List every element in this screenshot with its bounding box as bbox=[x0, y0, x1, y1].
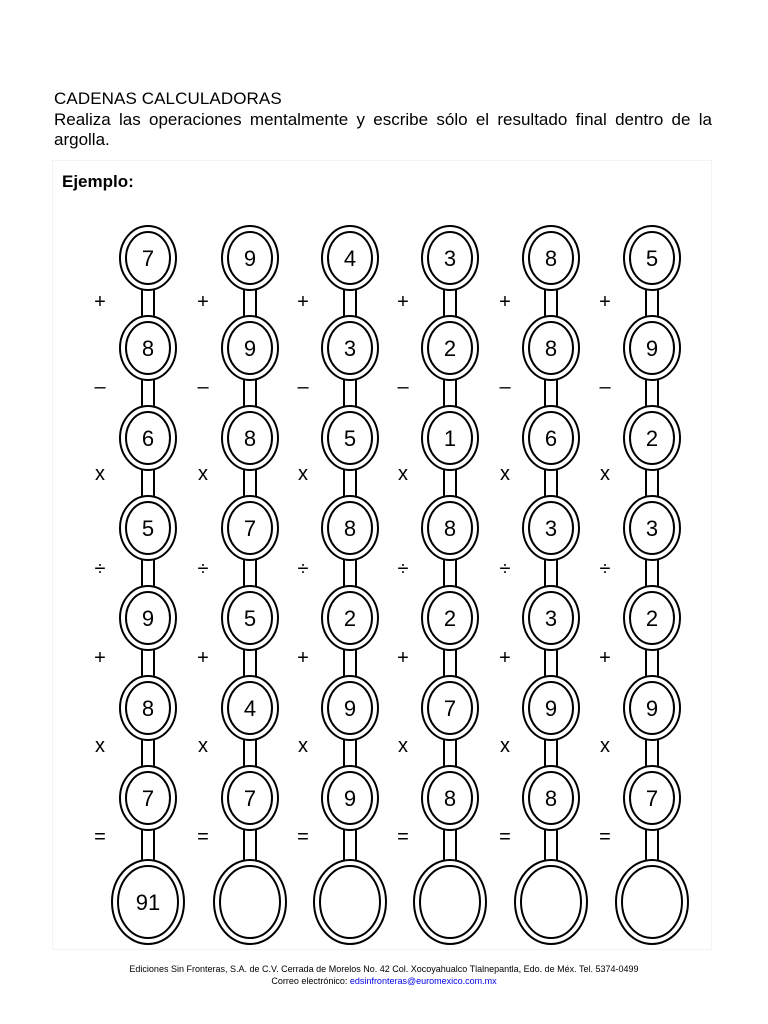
worksheet-instructions: Realiza las operaciones mentalmente y escribe sólo el resultado final dentro de la argolla. bbox=[54, 110, 712, 149]
ring-gap bbox=[647, 684, 657, 692]
operator-symbol: = bbox=[94, 826, 106, 848]
ring-number: 5 bbox=[243, 606, 257, 631]
ring-number: 9 bbox=[343, 696, 357, 721]
ring-number: 7 bbox=[141, 786, 155, 811]
ring-number: 8 bbox=[544, 246, 558, 271]
operator-symbol: + bbox=[297, 291, 309, 313]
operator-symbol: x bbox=[95, 463, 105, 485]
ring-gap bbox=[546, 414, 556, 422]
ring-gap bbox=[345, 594, 355, 602]
operator-symbol: + bbox=[297, 647, 309, 669]
ring-inner bbox=[521, 866, 581, 938]
ring-number: 6 bbox=[141, 426, 155, 451]
result-ring bbox=[515, 860, 587, 944]
operator-symbol: – bbox=[94, 376, 106, 398]
ring-gap bbox=[647, 324, 657, 332]
ring-gap bbox=[143, 234, 153, 242]
operator-symbol: x bbox=[198, 463, 208, 485]
operator-symbol: x bbox=[298, 735, 308, 757]
ring-gap bbox=[345, 774, 355, 782]
operator-symbol: ÷ bbox=[599, 558, 611, 580]
ring-gap bbox=[546, 324, 556, 332]
operator-symbol: + bbox=[599, 291, 611, 313]
chains-layer bbox=[94, 226, 688, 944]
ring-gap bbox=[445, 504, 455, 512]
operator-symbol: ÷ bbox=[499, 558, 511, 580]
operator-symbol: x bbox=[600, 735, 610, 757]
operator-symbol: + bbox=[94, 647, 106, 669]
worksheet-title: CADENAS CALCULADORAS bbox=[54, 89, 282, 108]
ring-number: 3 bbox=[443, 246, 457, 271]
operator-symbol: + bbox=[94, 291, 106, 313]
ring-gap bbox=[647, 774, 657, 782]
result-ring bbox=[616, 860, 688, 944]
ring-gap bbox=[445, 234, 455, 242]
operator-symbol: ÷ bbox=[297, 558, 309, 580]
chains-illustration bbox=[52, 160, 712, 950]
result-value: 91 bbox=[135, 890, 161, 915]
ring-gap bbox=[445, 774, 455, 782]
chain-5 bbox=[499, 226, 587, 944]
ring-gap bbox=[647, 504, 657, 512]
ring-number: 5 bbox=[141, 516, 155, 541]
ring-gap bbox=[143, 414, 153, 422]
ring-gap bbox=[445, 594, 455, 602]
footer-contact bbox=[0, 976, 768, 987]
ring-gap bbox=[345, 684, 355, 692]
ring-number: 4 bbox=[343, 246, 357, 271]
operator-symbol: x bbox=[398, 463, 408, 485]
operator-symbol: + bbox=[599, 647, 611, 669]
ring-number: 1 bbox=[443, 426, 457, 451]
ring-number: 2 bbox=[443, 336, 457, 361]
example-label: Ejemplo: bbox=[62, 172, 134, 191]
operator-symbol: ÷ bbox=[197, 558, 209, 580]
ring-number: 9 bbox=[141, 606, 155, 631]
worksheet-figure bbox=[52, 160, 712, 950]
ring-number: 9 bbox=[243, 246, 257, 271]
operator-symbol: x bbox=[500, 735, 510, 757]
operator-symbol: – bbox=[297, 376, 309, 398]
ring-gap bbox=[445, 324, 455, 332]
ring-number: 3 bbox=[343, 336, 357, 361]
ring-number: 9 bbox=[645, 336, 659, 361]
footer-email-label: Correo electrónico: bbox=[271, 976, 348, 986]
ring-gap bbox=[345, 234, 355, 242]
ring-gap bbox=[143, 324, 153, 332]
ring-gap bbox=[245, 774, 255, 782]
ring-number: 8 bbox=[243, 426, 257, 451]
operator-symbol: x bbox=[600, 463, 610, 485]
ring-number: 9 bbox=[645, 696, 659, 721]
ring-number: 8 bbox=[443, 516, 457, 541]
ring-number: 8 bbox=[443, 786, 457, 811]
operator-symbol: = bbox=[297, 826, 309, 848]
chain-3 bbox=[297, 226, 386, 944]
ring-gap bbox=[143, 684, 153, 692]
ring-gap bbox=[345, 504, 355, 512]
chain-2 bbox=[197, 226, 286, 944]
ring-gap bbox=[546, 774, 556, 782]
ring-gap bbox=[143, 774, 153, 782]
ring-inner bbox=[622, 866, 682, 938]
ring-number: 8 bbox=[141, 696, 155, 721]
chain-4 bbox=[397, 226, 486, 944]
operator-symbol: + bbox=[197, 291, 209, 313]
ring-number: 6 bbox=[544, 426, 558, 451]
ring-number: 9 bbox=[343, 786, 357, 811]
ring-gap bbox=[245, 324, 255, 332]
ring-number: 2 bbox=[645, 606, 659, 631]
operator-symbol: x bbox=[198, 735, 208, 757]
ring-gap bbox=[143, 594, 153, 602]
ring-gap bbox=[546, 684, 556, 692]
operator-symbol: + bbox=[499, 647, 511, 669]
ring-gap bbox=[345, 324, 355, 332]
operator-symbol: + bbox=[397, 647, 409, 669]
ring-inner bbox=[220, 866, 280, 938]
ring-gap bbox=[546, 504, 556, 512]
ring-number: 8 bbox=[343, 516, 357, 541]
ring-gap bbox=[546, 594, 556, 602]
result-ring bbox=[214, 860, 286, 944]
ring-number: 7 bbox=[243, 516, 257, 541]
operator-symbol: ÷ bbox=[397, 558, 409, 580]
ring-inner bbox=[320, 866, 380, 938]
operator-symbol: + bbox=[397, 291, 409, 313]
result-ring bbox=[314, 860, 386, 944]
ring-gap bbox=[647, 234, 657, 242]
operator-symbol: + bbox=[499, 291, 511, 313]
ring-number: 3 bbox=[544, 516, 558, 541]
ring-number: 3 bbox=[544, 606, 558, 631]
ring-number: 9 bbox=[544, 696, 558, 721]
operator-symbol: – bbox=[397, 376, 409, 398]
operator-symbol: – bbox=[197, 376, 209, 398]
footer-email-link[interactable]: edsinfronteras@euromexico.com.mx bbox=[349, 976, 497, 986]
operator-symbol: + bbox=[197, 647, 209, 669]
ring-number: 2 bbox=[443, 606, 457, 631]
ring-number: 8 bbox=[544, 786, 558, 811]
ring-number: 7 bbox=[645, 786, 659, 811]
ring-number: 5 bbox=[343, 426, 357, 451]
operator-symbol: x bbox=[298, 463, 308, 485]
operator-symbol: x bbox=[95, 735, 105, 757]
ring-gap bbox=[546, 234, 556, 242]
chain-1 bbox=[94, 226, 184, 944]
operator-symbol: – bbox=[499, 376, 511, 398]
ring-number: 8 bbox=[544, 336, 558, 361]
ring-number: 3 bbox=[645, 516, 659, 541]
ring-gap bbox=[245, 234, 255, 242]
footer-publisher: Ediciones Sin Fronteras, S.A. de C.V. Cerrada de Morelos No. 42 Col. Xocoyahualco Tlalnepantla, Edo. de Méx. Tel. 5374-0499 bbox=[129, 964, 639, 974]
ring-number: 8 bbox=[141, 336, 155, 361]
operator-symbol: ÷ bbox=[94, 558, 106, 580]
ring-gap bbox=[647, 594, 657, 602]
ring-number: 4 bbox=[243, 696, 257, 721]
operator-symbol: – bbox=[599, 376, 611, 398]
ring-gap bbox=[245, 414, 255, 422]
ring-gap bbox=[143, 504, 153, 512]
operator-symbol: x bbox=[500, 463, 510, 485]
ring-gap bbox=[647, 414, 657, 422]
ring-gap bbox=[245, 504, 255, 512]
ring-gap bbox=[245, 684, 255, 692]
ring-number: 2 bbox=[645, 426, 659, 451]
chain-6 bbox=[599, 226, 688, 944]
operator-symbol: x bbox=[398, 735, 408, 757]
operator-symbol: = bbox=[397, 826, 409, 848]
ring-number: 2 bbox=[343, 606, 357, 631]
ring-number: 7 bbox=[443, 696, 457, 721]
result-ring bbox=[414, 860, 486, 944]
operator-symbol: = bbox=[197, 826, 209, 848]
ring-number: 9 bbox=[243, 336, 257, 361]
ring-number: 7 bbox=[141, 246, 155, 271]
ring-gap bbox=[245, 594, 255, 602]
ring-gap bbox=[345, 414, 355, 422]
ring-number: 7 bbox=[243, 786, 257, 811]
ring-number: 5 bbox=[645, 246, 659, 271]
ring-inner bbox=[420, 866, 480, 938]
operator-symbol: = bbox=[599, 826, 611, 848]
ring-gap bbox=[445, 414, 455, 422]
ring-gap bbox=[445, 684, 455, 692]
operator-symbol: = bbox=[499, 826, 511, 848]
